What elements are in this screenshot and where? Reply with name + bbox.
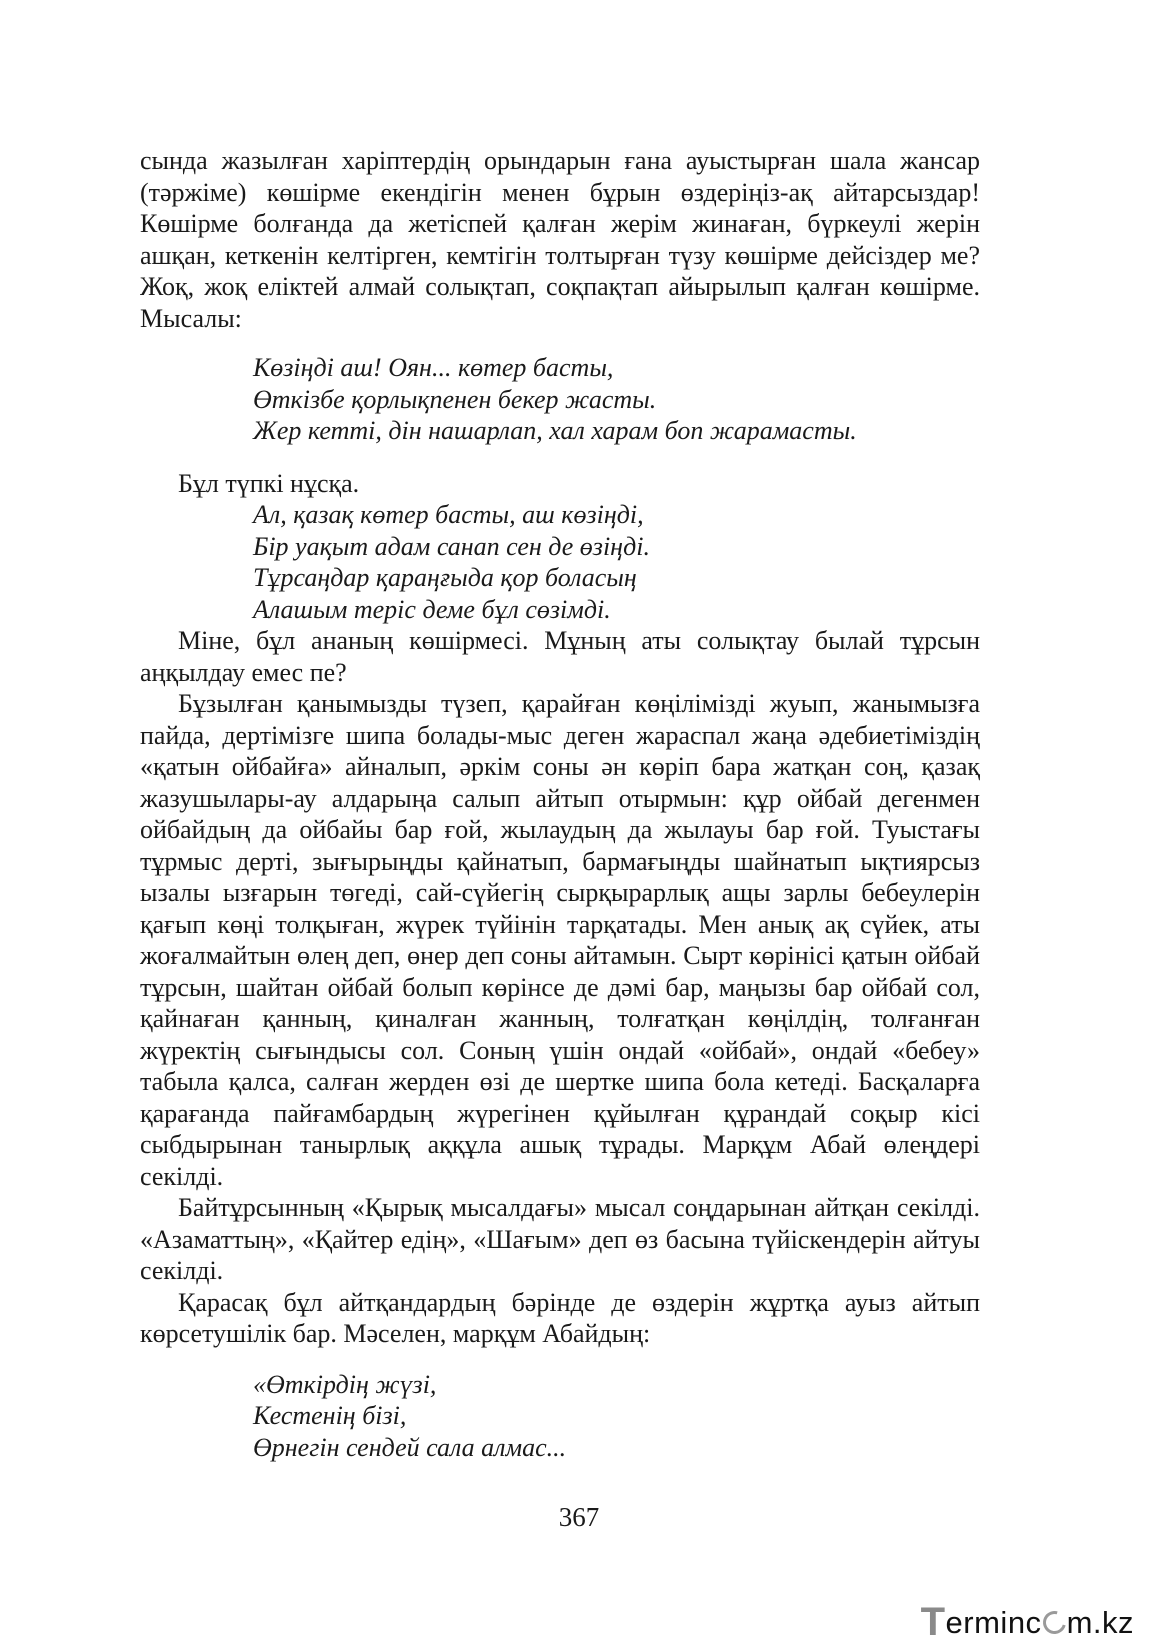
verse-line: Алашым теріс деме бұл сөзімді. [253, 594, 611, 624]
verse-line: Өткізбе қорлықпенен бекер жасты. [253, 384, 657, 414]
paragraph-4: Бұзылған қанымызды түзеп, қарайған көңілімізді жуып, жанымызға пайда, дертімізге шипа болады-мыс деген жараспал жаңа әдебиетіміздің «қатын ойбайға» айналып, әркім соны ән көріп бара жатқан соң, қазақ жазушылары-ау алдарыңа салып айтып отырмын: құр ойбай дегенмен ойбайдың да ойбайы бар ғой, жылаудың да жылауы бар ғой. Туыстағы тұрмыс дерті, зығырыңды қайнатып, бармағыңды шайнатып ықтиярсыз ызалы ызғарын төгеді, сай-сүйегің сырқырарлық ащы зарлы бебеулерін қағып көңі толқыған, жүрек түйінін тарқатады. Мен анық ақ сүйек, аты жоғалмайтын өлең деп, өнер деп соны айтамын. Сырт көрінісі қатын ойбай тұрсын, шайтан ойбай болып көрінсе де дәмі бар, маңызы бар ойбай сол, қайнаған қанның, қиналған жанның, толғатқан көңілдің, толғанған жүректің сығындысы сол. Соның үшін ондай «ойбай», ондай «бебеу» табыла қалса, салған жерден өзі де шертке шипа бола кетеді. Басқаларға қарағанда пайғамбардың жүрегінен құйылған құрандай соқыр кісі сыбдырынан танырлық аққұла ашық тұрады. Марқұм Абай өлеңдері секілді. [140, 689, 980, 1191]
verse-block-1 [140, 352, 980, 447]
verse-line: Көзіңді аш! Оян... көтер басты, [253, 353, 614, 382]
watermark-ring-icon [1038, 1607, 1069, 1638]
verse-block-2 [140, 499, 980, 625]
verse-block-3 [140, 1369, 980, 1464]
watermark-t-letter: T [920, 1600, 946, 1644]
paragraph-5: Байтұрсынның «Қырық мысалдағы» мысал соңдарынан айтқан секілді. «Азаматтың», «Қайтер едің», «Шағым» деп өз басына түйіскендерін айтуы секілді. [140, 1193, 980, 1285]
verse-line: Тұрсаңдар қараңғыда қор боласың [253, 563, 637, 592]
page-number: 367 [558, 1502, 600, 1532]
site-watermark-logo [920, 1600, 1134, 1644]
watermark-middle-text: erminc [945, 1605, 1042, 1640]
paragraph-2: Бұл түпкі нұсқа. [178, 468, 360, 498]
verse-line: «Өткірдің жүзі, [253, 1369, 437, 1399]
verse-line: Жер кетті, дін нашарлап, хал харам боп жарамасты. [253, 416, 857, 445]
paragraph-3: Міне, бұл ананың көшірмесі. Мұның аты солықтау былай тұрсын аңқылдау емес пе? [140, 626, 980, 687]
watermark-suffix-text: m.kz [1066, 1605, 1134, 1640]
verse-line: Кестенің бізі, [253, 1401, 407, 1430]
verse-line: Бір уақыт адам санап сен де өзіңді. [253, 531, 650, 561]
paragraph-1: сында жазылған харіптердің орындарын ғана ауыстырған шала жансар (тәржіме) көшірме екендігін менен бұрын өздеріңіз-ақ айтарсыздар! Көшірме болғанда да жетіспей қалған жерім жинаған, бүркеулі жерін ашқан, кеткенін келтірген, кемтігін толтырған түзу көшірме дейсіздер ме? Жоқ, жоқ еліктей алмай солықтап, соқпақтап айырылып қалған көшірме. Мысалы: [140, 146, 980, 333]
verse-line: Өрнегін сендей сала алмас... [253, 1432, 567, 1462]
page-body [140, 145, 980, 1463]
paragraph-6: Қарасақ бұл айтқандардың бәрінде де өздерін жұртқа ауыз айтып көрсетушілік бар. Мәселен, марқұм Абайдың: [140, 1287, 980, 1348]
verse-line: Ал, қазақ көтер басты, аш көзіңді, [253, 500, 644, 529]
